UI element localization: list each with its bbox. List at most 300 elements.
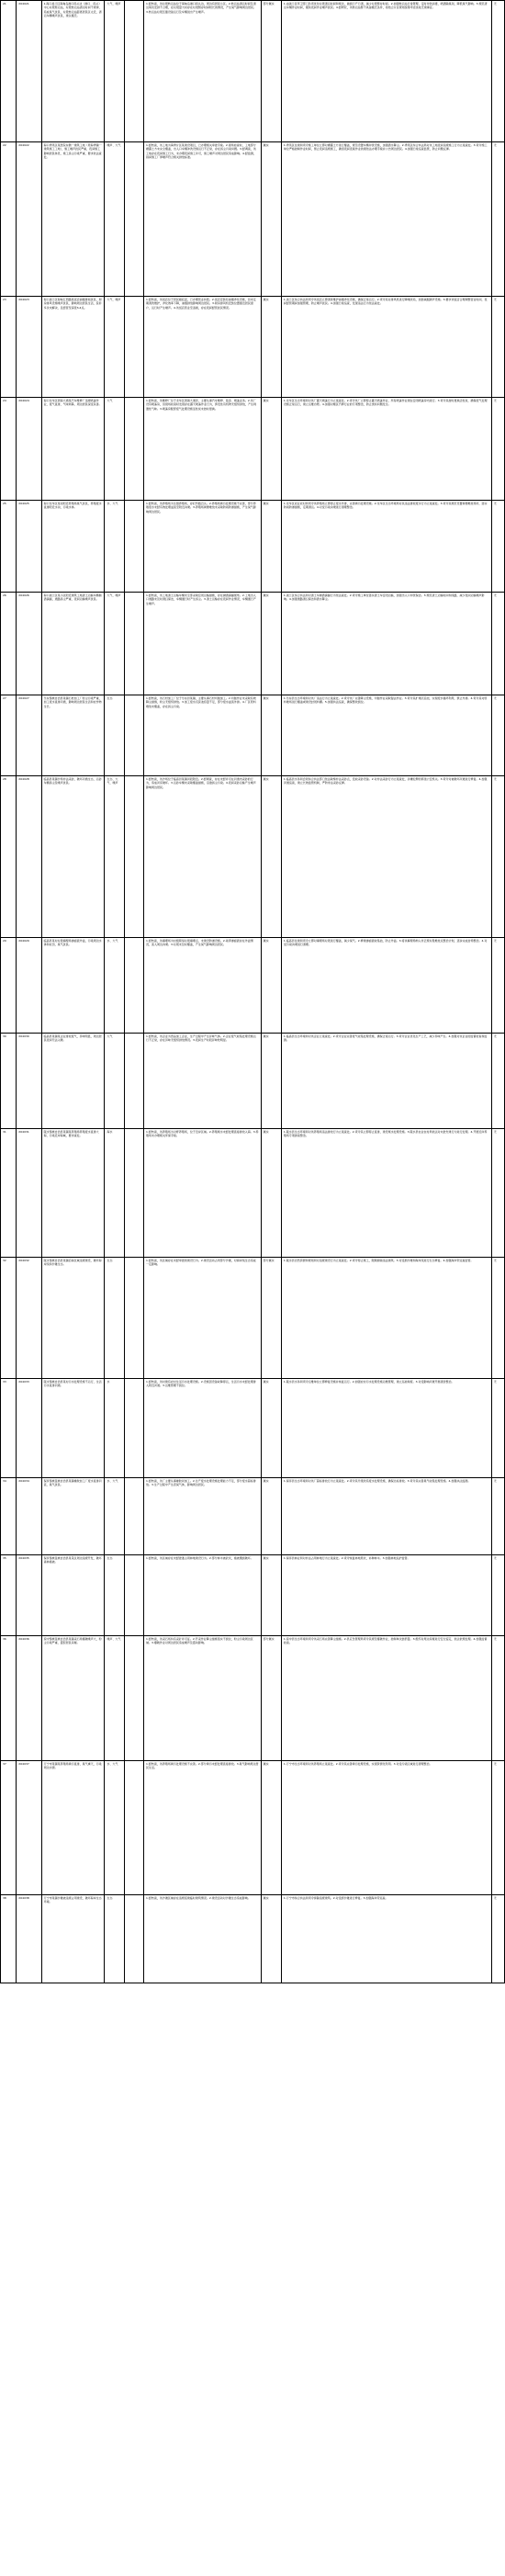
cell-note-text: 无 (493, 1896, 497, 1900)
cell-verdict-text: 属实 (263, 1380, 269, 1384)
cell-type-text: 水、大气 (107, 1479, 118, 1483)
cell-no-text: 25 (3, 502, 6, 505)
cell-region (124, 593, 143, 695)
cell-addr (41, 142, 105, 297)
cell-type-text: 大气 (107, 1034, 113, 1038)
cell-code (17, 938, 41, 1034)
cell-note-text: 无 (493, 143, 497, 147)
cell-note (491, 593, 504, 695)
cell-no (1, 695, 17, 776)
cell-type-text: 水、大气 (107, 502, 118, 505)
cell-verdict-text: 属实 (263, 1896, 269, 1900)
cell-action (281, 1379, 491, 1478)
cell-action-text: 1.陵水县自然资源和规划局对违规建设行为立案查处。2.责令停止施工，限期拆除违法建筑。3.对受损沙滩和海岸线进行生态修复。4.加强海岸带巡查监管。 (283, 1259, 474, 1262)
cell-no (1, 1129, 17, 1258)
cell-addr (41, 938, 105, 1034)
cell-issue (143, 1761, 261, 1895)
table-row (1, 695, 505, 776)
cell-code (17, 1129, 41, 1258)
cell-addr-text: 临高县某镇某企业排放废气，异味明显，周边居民夜间无法入睡。 (43, 1034, 102, 1043)
cell-issue-text: 1.经核查，该饭店位于居民楼底层，已办理营业执照。2.饭店安装有油烟净化设施，但未定期清洗维护，净化效率下降，油烟排放影响周边居民。3.厨房排风机安装位置靠近居民窗户，运行时产生噪声。4.该饭店营业至凌晨，存在夜间经营扰民情况。 (145, 298, 256, 310)
cell-type (105, 1761, 124, 1895)
cell-verdict (261, 1129, 281, 1258)
cell-verdict-text: 部分属实 (263, 1637, 275, 1641)
cell-code-text: X04029 (18, 939, 29, 943)
cell-type (105, 1034, 124, 1129)
cell-note-text: 无 (493, 593, 497, 597)
cell-no-text: 32 (3, 1259, 6, 1262)
cell-issue-text: 1.经核查，该区域存在未经批准占用林地建设行为。2.部分林木被砍伐，植被遭到破坏。 (145, 1556, 253, 1560)
cell-type-text: 大气、噪声 (107, 2, 121, 6)
cell-code (17, 297, 41, 398)
cell-no-text: 35 (3, 1556, 6, 1560)
cell-type (105, 142, 124, 297)
cell-code (17, 1895, 41, 1983)
cell-no-text: 26 (3, 593, 6, 597)
cell-issue-text: 1.经核查，该石材加工厂位于乐东县某镇，主要从事石材切割加工。2.切割作业未采取有效降尘措施，粉尘无组织排放。3.加工废水沉淀池容量不足，部分废水溢流外排。4.厂区原料堆放未覆盖，存在扬尘污染。 (145, 696, 256, 708)
cell-verdict-text: 属实 (263, 143, 269, 147)
table-row (1, 1, 505, 142)
cell-addr-text: 海口秀英区某医院东侧一建筑工地（原海秀镇一建筑施工工地），施工噪声扰民严重，夜间施工影响居民休息，施工扬尘污染严重，要求依法查处。 (43, 143, 102, 160)
cell-type-text: 水、大气 (107, 939, 118, 943)
cell-code (17, 1636, 41, 1761)
cell-note-text: 无 (493, 502, 497, 505)
cell-note (491, 1, 504, 142)
cell-issue (143, 1478, 261, 1555)
cell-action (281, 938, 491, 1034)
cell-action-text: 1.秀英区住建局责令施工单位立即对裸露土方进行覆盖，规范设置车辆冲洗设施，加强洒水降尘。2.秀英区综合执法局对该工地夜间违规施工行为立案查处。3.责令施工单位严格控制作业时间，禁止夜间违规施工，确需夜间连续作业的须依法办理手续并公告周边居民。4.加强日常巡查监管，防止问题反弹。 (283, 143, 488, 152)
cell-type (105, 776, 124, 938)
cell-note (491, 1761, 504, 1895)
cell-verdict (261, 1478, 281, 1555)
cell-issue (143, 776, 261, 938)
cell-action (281, 142, 491, 297)
cell-type-text: 水、大气 (107, 1762, 118, 1766)
cell-note (491, 1129, 504, 1258)
cell-type (105, 695, 124, 776)
cell-code-text: X04037 (18, 1762, 29, 1766)
cell-action-text: 1.保亭县林业局对非法占用林地行为立案查处。2.责令恢复林地原状，补种林木。3.加强林地巡护监管。 (283, 1556, 410, 1560)
cell-action (281, 695, 491, 776)
cell-type (105, 297, 124, 398)
cell-addr-text: 1.海口美兰区海甸岛港口码头边（港口、码头）中心垃圾转运站，垃圾转运站清运时间不规律，造成臭气扰民，垃圾转运站距离居民区太近，清运车辆噪声扰民，建议搬迁。 (43, 2, 102, 18)
cell-addr (41, 398, 105, 501)
cell-region (124, 297, 143, 398)
cell-type (105, 1895, 124, 1983)
cell-type-text: 噪声、大气 (107, 143, 121, 147)
cell-code (17, 1761, 41, 1895)
cell-note (491, 1034, 504, 1129)
cell-issue-text: 1.经核查，该养殖场为生猪养殖场，存栏约数百头。2.养殖场粪污处理设施不完善，部分养殖废水未经有效处理溢流至附近沟渠。3.养殖场粪便堆放未采取防雨防渗措施，产生臭气影响周边居民。 (145, 502, 256, 514)
cell-type (105, 1555, 124, 1636)
cell-code (17, 593, 41, 695)
cell-no-text: 38 (3, 1896, 6, 1900)
cell-type (105, 593, 124, 695)
cell-action-text: 1.龙华区生态环境局对该厂露天喷漆行为立案查处。2.责令该厂立即停止露天喷漆作业，所有喷漆作业须在密闭喷漆房内进行。3.责令其按时更换活性炭，确保废气处理设施正常运行，建立运维台账。4.加强对辖区汽修行业的专项整治，防止类似问题发生。 (283, 399, 488, 407)
cell-no-text: 29 (3, 939, 6, 943)
cell-no-text: 21 (3, 2, 6, 6)
table-row (1, 1555, 505, 1636)
cell-region (124, 1478, 143, 1555)
cell-action (281, 1, 491, 142)
cell-action-text: 1.万宁市综合执法局责令拆除违规建筑。2.对受损沙滩进行修复。3.加强海岸带巡查。 (283, 1896, 388, 1900)
cell-action (281, 1895, 491, 1983)
cell-verdict (261, 398, 281, 501)
cell-verdict-text: 属实 (263, 399, 269, 402)
cell-action (281, 1129, 491, 1258)
cell-region (124, 142, 143, 297)
cell-type-text: 水 (107, 1380, 110, 1384)
cell-issue-text: 1.经核查，该沙场位于临高县某镇河段附近。2.经调查，存在未经许可在河道内采砂的行为，造成河床破坏。3.运砂车辆未采取覆盖措施，沿途扬尘污染。4.夜间采砂运输产生噪声影响周边居民。 (145, 777, 256, 789)
cell-no-text: 28 (3, 777, 6, 781)
cell-issue (143, 142, 261, 297)
cell-no (1, 398, 17, 501)
cell-note-text: 无 (493, 1637, 497, 1641)
cell-note-text: 无 (493, 696, 497, 700)
cell-region (124, 1636, 143, 1761)
cell-verdict (261, 1555, 281, 1636)
cell-addr (41, 1034, 105, 1129)
cell-addr (41, 1555, 105, 1636)
cell-verdict (261, 1761, 281, 1895)
cell-action-text: 1.琼中县生态环境局责令该采石场完善降尘措施。2.县应急管理局责令其规范爆破作业，控制单次装药量。3.组织对周边房屋进行安全鉴定，依法依规处理。4.加强监督检查。 (283, 1637, 488, 1645)
cell-action (281, 398, 491, 501)
cell-note (491, 142, 504, 297)
cell-action (281, 501, 491, 593)
table-row (1, 1379, 505, 1478)
cell-code-text: X04038 (18, 1896, 29, 1900)
cell-code (17, 1478, 41, 1555)
cell-issue (143, 398, 261, 501)
table-row (1, 1636, 505, 1761)
cell-action-text: 1.由美兰区环卫部门负责优化垃圾清运时间和频次，做到日产日清，减少垃圾暂存时间。2.加强转运站日常管理，定时冲洗消毒，喷洒除臭剂，降低臭气影响。3.规范清运车辆作业时间，避免夜间作业噪声扰民。4.经研究，该转运站暂不具备搬迁条件，将结合片区规划统筹考虑选址迁建事宜。 (283, 2, 488, 10)
cell-addr (41, 1636, 105, 1761)
cell-verdict (261, 501, 281, 593)
cell-code-text: X04026 (18, 593, 29, 597)
cell-issue-text: 1.经核查，该养殖场粪污处理设施不完善。2.部分粪污未经处理直接排放。3.臭气影响周边居民生活。 (145, 1762, 259, 1770)
cell-addr (41, 1761, 105, 1895)
cell-verdict (261, 1, 281, 142)
cell-no (1, 593, 17, 695)
cell-addr (41, 1258, 105, 1379)
table-row (1, 1478, 505, 1555)
cell-addr-text: 保亭黎族苗族自治县某景区周边违规开发，破坏森林植被。 (43, 1556, 102, 1565)
cell-code-text: X04028 (18, 777, 29, 781)
cell-note (491, 1258, 504, 1379)
cell-issue (143, 1, 261, 142)
cell-code-text: X04032 (18, 1259, 29, 1262)
cell-no-text: 27 (3, 696, 6, 700)
cell-type-text: 大气、噪声 (107, 298, 121, 301)
cell-note (491, 695, 504, 776)
table-row (1, 398, 505, 501)
cell-type (105, 1129, 124, 1258)
cell-note-text: 无 (493, 1479, 497, 1483)
cell-no (1, 938, 17, 1034)
cell-note-text: 无 (493, 1034, 497, 1038)
cell-no (1, 1379, 17, 1478)
cell-code (17, 1034, 41, 1129)
table-row (1, 1761, 505, 1895)
cell-type-text: 生态 (107, 1896, 113, 1900)
cell-region (124, 1258, 143, 1379)
cell-no-text: 22 (3, 143, 6, 147)
cell-addr-text: 陵水黎族自治县某镇沿海区域违规建设，破坏海岸线和沙滩生态。 (43, 1259, 102, 1267)
cell-note-text: 无 (493, 939, 497, 943)
cell-issue (143, 1555, 261, 1636)
cell-action-text: 1.美兰区综合执法局责令该饭店立即清洗维护油烟净化设施，确保正常运行。2.责令其对排风机进行降噪改造，加装减振隔声设施。3.要求该饭店合理调整营业时间，夜间经营期间加强管理，防止噪声扰民。4.加强日常巡查，发现违法行为依法查处。 (283, 298, 488, 306)
cell-verdict (261, 1895, 281, 1983)
cell-verdict-text: 部分属实 (263, 1259, 275, 1262)
cell-no (1, 1478, 17, 1555)
cell-action (281, 1761, 491, 1895)
cell-issue-text: 1.经核查，该采石场持有采矿许可证。2.开采作业降尘措施落实不到位，粉尘污染周边区域。3.爆破作业对周边居民造成噪声及震动影响。 (145, 1637, 253, 1645)
table-row (1, 938, 505, 1034)
cell-no (1, 1761, 17, 1895)
cell-verdict (261, 1379, 281, 1478)
cell-verdict-text: 属实 (263, 298, 269, 301)
cell-issue (143, 1379, 261, 1478)
cell-issue (143, 1258, 261, 1379)
cell-issue (143, 501, 261, 593)
cell-note (491, 1379, 504, 1478)
cell-action-text: 1.陵水县水务局责令运维单位立即修复设施并恢复运行。2.加强农村污水处理设施运维管理，建立巡检制度。3.对受影响河道开展清淤整治。 (283, 1380, 454, 1384)
cell-addr-text: 海口龙华区某村附近养殖场臭气扰民，养殖废水直排附近水沟，污染水体。 (43, 502, 102, 510)
cell-issue-text: 1.经核查，该养殖场为对虾养殖场，位于近岸区域。2.养殖尾水未经处理直接排放入海。3.养殖场未办理相关环保手续。 (145, 1130, 259, 1138)
cell-note (491, 398, 504, 501)
cell-code (17, 695, 41, 776)
cell-region (124, 1034, 143, 1129)
cell-no (1, 776, 17, 938)
cell-issue-text: 1.经核查，该垃圾转运站位于海甸岛港口码头边，周边有居民小区。2.转运站清运时间及清运频次安排不合理，在垃圾量大时存在垃圾暂存时间较长的情况，产生臭气影响周边居民。3.转运站垃圾压缩设备运行及车辆进出产生噪声。 (145, 2, 256, 14)
cell-issue-text: 1.经核查，该填埋场为村级简易垃圾填埋点，未建设防渗设施。2.雨季渗滤液存在外溢情况，流入周边沟渠。3.垃圾未及时覆盖，产生臭气影响周边居民。 (145, 939, 253, 947)
cell-issue-text: 1.经核查，该厂主要从事橡胶初加工。2.生产废水处理设施处理能力不足，部分废水超标排放。3.生产过程中产生恶臭气体，影响周边居民。 (145, 1479, 256, 1487)
cell-issue-text: 1.经核查，该村建有农村生活污水处理设施。2.设施因设备故障停运，生活污水未经处理排入附近河道。3.运维管理不到位。 (145, 1380, 256, 1388)
cell-addr (41, 776, 105, 938)
cell-type (105, 1, 124, 142)
cell-type-text: 生态 (107, 696, 113, 700)
cell-code (17, 1379, 41, 1478)
cell-issue-text: 1.经核查，该企业为食品加工企业，生产过程中产生异味气体。2.企业废气收集处理设施运行不正常，存在异味无组织排放情况。3.夜间生产时段异味较明显。 (145, 1034, 256, 1043)
cell-code (17, 142, 41, 297)
cell-issue-text: 1.经核查，该工地渣土运输车辆未全部采取密闭运输措施，存在抛洒滴漏现象。2.工地出入口道路未及时清扫保洁，车辆通行时产生扬尘。3.渣土运输存在夜间作业情况，车辆通行产生噪声。 (145, 593, 256, 605)
cell-addr-text: 万宁市某镇某养殖场粪污直排，臭气熏天，污染周边水源。 (43, 1762, 102, 1770)
cell-no-text: 24 (3, 399, 6, 402)
cell-action-text: 1.临高县住建局责令立即对填埋场垃圾进行覆盖，减少臭气。2.修建渗滤液收集池，防止外溢。3.将该填埋场纳入非正规垃圾堆放点整治计划，逐步完成封场整治。4.对受污染沟渠进行清理。 (283, 939, 488, 947)
cell-addr-text: 海口美兰区海甸五西路某饭店油烟排放扰民，厨房排风设施噪声扰民，影响周边居民生活，投诉多次未解决，且经营至深夜3-4点。 (43, 298, 102, 310)
cell-addr-text: 乐东黎族自治县某镇石材加工厂粉尘污染严重，加工废水直排河道，影响周边居民生活和农作物生长。 (43, 696, 102, 708)
table-row (1, 1129, 505, 1258)
cell-type-text: 生态 (107, 1259, 113, 1262)
cell-note (491, 1895, 504, 1983)
cell-type (105, 398, 124, 501)
cell-verdict (261, 776, 281, 938)
cell-addr-text: 临高县某村垃圾填埋场渗滤液外溢，污染周边水体和农田，臭气扰民。 (43, 939, 102, 947)
cell-region (124, 938, 143, 1034)
table-row (1, 1034, 505, 1129)
cell-type (105, 1379, 124, 1478)
cell-note (491, 776, 504, 938)
cell-no-text: 34 (3, 1479, 6, 1483)
cell-code-text: X04023 (18, 298, 29, 301)
cell-no (1, 142, 17, 297)
cell-code (17, 398, 41, 501)
table-row (1, 297, 505, 398)
cell-issue (143, 695, 261, 776)
cell-addr (41, 501, 105, 593)
cell-verdict-text: 属实 (263, 1556, 269, 1560)
cell-issue-text: 1.经核查，该工地为海秀片区某建设项目，已办理相关审批手续。2.现场检查时，工地部分裸露土方未完全覆盖，出入口车辆冲洗设施运行不正常，存在扬尘污染问题。3.经调查，该工地存在夜间施工行为，未办理夜间施工许可，施工噪声对周边居民造成影响。4.经监测，昼间施工厂界噪声符合相关排放标准。 (145, 143, 256, 160)
cell-addr (41, 1129, 105, 1258)
cell-region (124, 398, 143, 501)
cell-verdict (261, 142, 281, 297)
cell-no-text: 33 (3, 1380, 6, 1384)
cell-code-text: X04025 (18, 502, 29, 505)
cell-verdict-text: 属实 (263, 1130, 269, 1134)
cell-action-text: 1.美兰区综合执法局对渣土车抛洒滴漏行为依法查处。2.责令施工单位落实渣土车密闭运输，加强出入口冲洗保洁。3.规范渣土运输时间和线路，减少夜间运输噪声影响。4.加强道路清扫保洁和洒水降尘。 (283, 593, 485, 602)
cell-code-text: X04034 (18, 1479, 29, 1483)
cell-code-text: X04027 (18, 696, 29, 700)
cell-verdict (261, 1636, 281, 1761)
cell-region (124, 776, 143, 938)
cell-issue (143, 1895, 261, 1983)
cell-issue (143, 1129, 261, 1258)
cell-region (124, 1555, 143, 1636)
cell-addr (41, 593, 105, 695)
cell-code (17, 1, 41, 142)
cell-verdict (261, 1034, 281, 1129)
cell-verdict-text: 属实 (263, 777, 269, 781)
table-body (1, 1, 505, 1983)
cell-issue (143, 1636, 261, 1761)
cell-code-text: X04021 (18, 2, 29, 6)
cell-note-text: 无 (493, 1259, 497, 1262)
table-row (1, 776, 505, 938)
cell-addr-text: 海口美兰区某小区附近建筑工地渣土运输车辆抛洒滴漏，道路扬尘严重，夜间运输噪声扰民。 (43, 593, 102, 602)
cell-action (281, 1258, 491, 1379)
cell-verdict-text: 属实 (263, 502, 269, 505)
cell-issue-text: 1.经核查，该维修厂位于龙华区滨海大道旁，主要从事汽车维修、钣金、喷漆业务。2.该厂设有喷漆房，但现场检查时发现存在露天喷漆作业行为，挥发性有机物无组织排放，产生刺激性气味。3.喷漆房配套废气处理设施活性炭未按时更换。 (145, 399, 256, 411)
cell-type-text: 海水 (107, 1130, 113, 1134)
cell-note-text: 无 (493, 298, 497, 301)
cell-code (17, 1555, 41, 1636)
cell-verdict-text: 属实 (263, 1479, 269, 1483)
table-row (1, 501, 505, 593)
cell-verdict (261, 593, 281, 695)
cell-verdict (261, 1258, 281, 1379)
cell-type-text: 大气 (107, 399, 113, 402)
cell-note-text: 无 (493, 399, 497, 402)
cell-type-text: 生态 (107, 1556, 113, 1560)
cell-no (1, 1636, 17, 1761)
cell-issue-text: 1.经核查，该区域存在未经审批的建设行为。2.建设活动占用部分沙滩，对海岸线生态造成一定影响。 (145, 1259, 256, 1267)
cell-action (281, 1034, 491, 1129)
cell-verdict (261, 695, 281, 776)
cell-action-text: 1.万宁市生态环境局对该养殖场立案查处。2.责令其完善粪污处理设施，实现资源化利用。3.对受污染区域进行清理整治。 (283, 1762, 432, 1766)
cell-no-text: 30 (3, 1034, 6, 1038)
cell-addr-text: 陵水黎族自治县某镇某养殖场养殖废水直排大海，污染近岸海域，要求查处。 (43, 1130, 99, 1138)
cell-verdict-text: 属实 (263, 1034, 269, 1038)
cell-code-text: X04024 (18, 399, 29, 402)
cell-code-text: X04036 (18, 1637, 29, 1641)
cell-verdict-text: 属实 (263, 696, 269, 700)
cell-issue (143, 1034, 261, 1129)
cell-region (124, 1379, 143, 1478)
cell-no-text: 36 (3, 1637, 6, 1641)
table-row (1, 142, 505, 297)
cell-note (491, 938, 504, 1034)
cell-action (281, 297, 491, 398)
table-row (1, 1258, 505, 1379)
cell-no-text: 31 (3, 1130, 6, 1134)
cell-code (17, 501, 41, 593)
cell-issue (143, 593, 261, 695)
cell-no (1, 1555, 17, 1636)
cell-code-text: X04022 (18, 143, 29, 147)
table-row (1, 1895, 505, 1983)
cell-addr-text: 保亭黎族苗族自治县某镇橡胶加工厂废水直排河流，臭气扰民。 (43, 1479, 102, 1487)
cell-note-text: 无 (493, 1130, 497, 1134)
cell-action-text: 1.龙华区农业农村局责令该养殖场立即停止废水外排，完善粪污处理设施。2.龙华区生态环境局对其违法排放废水行为立案查处。3.责令其规范设置粪便堆放场所，落实防雨防渗措施，定期清运。4.对受污染沟渠进行清理整治。 (283, 502, 488, 510)
cell-type (105, 501, 124, 593)
cell-action-text: 1.陵水县生态环境局对该养殖场违法排放行为立案查处。2.责令其立即停止直排，建设尾水处理设施。3.陵水县农业农村局依法对未批先建行为进行处理。4.开展近岸养殖场专项排查整治。 (283, 1130, 488, 1138)
cell-note (491, 297, 504, 398)
cell-region (124, 501, 143, 593)
cell-region (124, 1761, 143, 1895)
cell-addr (41, 1895, 105, 1983)
cell-no (1, 1, 17, 142)
cell-note-text: 无 (493, 2, 497, 6)
cell-action-text: 1.临高县生态环境局对该企业立案查处。2.责令企业完善废气收集处理设施，确保正常运行。3.责令企业优化生产工艺，减少异味产生。4.加强对该企业的监督检查和监测。 (283, 1034, 488, 1043)
cell-addr-text: 万宁市某镇沙滩被违规占用建设，破坏海岸生态环境。 (43, 1896, 102, 1904)
cell-action (281, 1636, 491, 1761)
cell-code-text: X04030 (18, 1034, 29, 1038)
cell-note-text: 无 (493, 777, 497, 781)
cell-region (124, 1129, 143, 1258)
cell-action-text: 1.保亭县生态环境局对该厂超标排放行为立案查处。2.责令其升级改造废水处理设施，确保达标排放。3.责令其完善臭气收集处理设施。4.加强执法监测。 (283, 1479, 471, 1483)
cell-code-text: X04033 (18, 1380, 29, 1384)
cell-action (281, 776, 491, 938)
cell-verdict-text: 部分属实 (263, 2, 275, 6)
cell-verdict-text: 属实 (263, 939, 269, 943)
cell-note (491, 1555, 504, 1636)
cell-type-text: 噪声、大气 (107, 1637, 121, 1641)
cell-type (105, 1478, 124, 1555)
cell-code-text: X04035 (18, 1556, 29, 1560)
cell-no (1, 297, 17, 398)
table-row (1, 593, 505, 695)
cell-type (105, 1258, 124, 1379)
cell-type-text: 大气、噪声 (107, 593, 121, 597)
cell-note-text: 无 (493, 1380, 497, 1384)
cell-issue-text: 1.经核查，该沙滩区域存在违规搭建临时建筑情况。2.建设活动对沙滩生态造成影响。 (145, 1896, 251, 1900)
cell-region (124, 1, 143, 142)
cell-issue (143, 297, 261, 398)
cell-no (1, 1895, 17, 1983)
cell-issue (143, 938, 261, 1034)
cell-action (281, 1555, 491, 1636)
cell-type (105, 1636, 124, 1761)
cell-addr-text: 陵水黎族自治县某村污水处理设施不运行，生活污水直排河道。 (43, 1380, 102, 1388)
cell-action-text: 1.临高县水务局会同综合执法部门依法取缔非法采砂点，没收采砂设备。2.对非法采砂行为立案查处，涉嫌犯罪的移送公安机关。3.责令对被破坏河道进行修复。4.加强河道巡查，建立长效监管机制，严防非法采砂反弹。 (283, 777, 488, 785)
cell-note-text: 无 (493, 1556, 497, 1560)
cell-no-text: 37 (3, 1762, 6, 1766)
cell-region (124, 1895, 143, 1983)
cell-note-text: 无 (493, 1762, 497, 1766)
cell-action-text: 1.乐东县生态环境局对该厂违法行为立案查处。2.责令该厂完善降尘设施，切割作业采取湿法作业。3.责令其扩建沉淀池，实现废水循环利用，禁止外排。4.责令其对原料堆场进行覆盖或建设封闭料棚。5.加强执法巡查，确保整改到位。 (283, 696, 488, 705)
cell-no (1, 1258, 17, 1379)
cell-no-text: 23 (3, 298, 6, 301)
